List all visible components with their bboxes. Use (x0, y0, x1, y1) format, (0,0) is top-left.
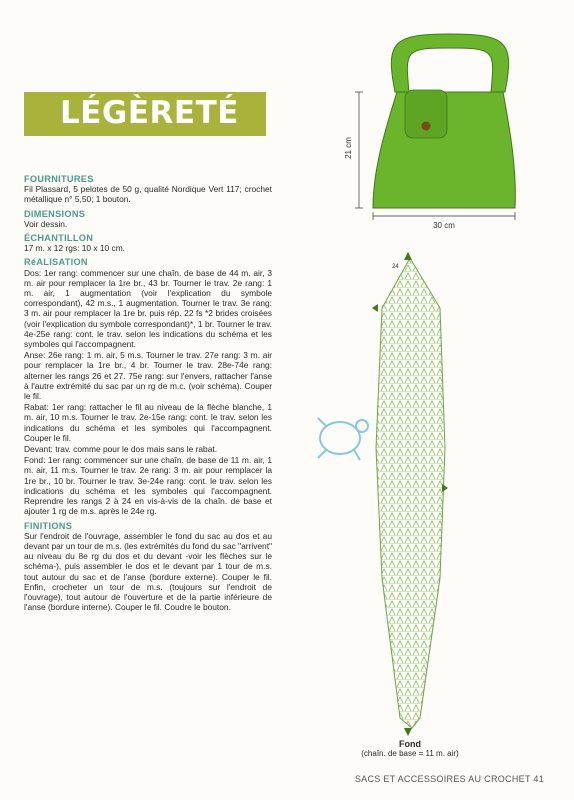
bottom-arrow (404, 728, 412, 736)
row-label: 24 (392, 264, 399, 270)
fond-subcaption: (chaîn. de base = 11 m. air) (361, 749, 459, 758)
fond-caption (350, 740, 470, 758)
bag-flap (405, 90, 447, 138)
bag-diagram (345, 20, 555, 230)
fond-shape (376, 258, 445, 728)
top-arrow (404, 252, 412, 260)
instructions-column (24, 174, 272, 613)
section-paragraph: 17 m. x 12 rgs: 10 x 10 cm. (24, 243, 126, 254)
bag-handle (391, 34, 508, 92)
left-arrow (372, 304, 378, 312)
section-paragraph: Fil Plassard, 5 pelotes de 50 g, qualité Nordique Vert 117; crochet métallique n° 5,50; 1 bouton. (24, 184, 272, 205)
section-paragraph: Rabat: 1er rang: rattacher le fil au niveau de la flèche blanche, 1 m. air, 10 m.s. Tourner le trav. 2e-15e rang: cont. le trav. selon les indications du schéma et les symboles qui l'accompagnent. Couper le fil. (24, 402, 272, 443)
fond-title: Fond (399, 739, 421, 749)
section-heading: RéALISATION (24, 257, 88, 268)
bag-button (422, 122, 431, 131)
section-paragraph: Anse: 26e rang: 1 m. air, 5 m.s. Tourner le trav. 27e rang: 3 m. air pour remplacer la 1re br., 4 br. Tourner le trav. 28e-74e rang: alterner les rangs 26 et 27. 75e rang: sur l'envers, rattacher l'anse à l'autre extrémité du sac par un rg de m.c. (voir schéma). Couper le fil. (24, 350, 272, 402)
section-paragraph: Voir dessin. (24, 218, 68, 229)
fond-diagram (300, 248, 560, 768)
height-label: 21 cm (344, 137, 353, 159)
page-title: LÉGÈRETÉ (60, 95, 239, 131)
section-paragraph: Fond: 1er rang: commencer sur une chaîn. de base de 11 m. air, 1 m. air, 11 m.s. Tourner le trav. 2e rang: 3 m. air pour remplacer la 1re br., 10 br. Tourner le trav. 3e-24e rang: cont. le trav. selon les indications du schéma et les symboles qui l'accompagnent. Reprendre les rangs 2 à 24 en vis-à-vis de la chaîn. de base et ajouter 1 rg de m.s. après le 24e rg. (24, 455, 272, 517)
right-arrow (442, 484, 448, 492)
section-paragraph: Sur l'endroit de l'ouvrage, assembler le fond du sac au dos et au devant par un tour de m.s. (les extrémités du fond du sac "arrivent" au niveau du 8e rg du dos et du devant -voir les flèches sur le schéma-), puis assembler le dos et le devant par 1 tour de m.s. tout autour du sac et de l'anse (bordure externe). Couper le fil. Enfin, crocheter un tour de m.s. (toujours sur l'endroit de l'ouvrage), tout autour de l'ouverture et de la partie inférieure de l'anse (bordure interne). Couper le fil. Coudre le bouton. (24, 530, 273, 613)
width-label: 30 cm (433, 221, 455, 230)
page-footer: SACS ET ACCESSOIRES AU CROCHET 41 (354, 774, 544, 784)
section-heading: ÉCHANTILLON (24, 233, 94, 244)
section-paragraph: Dos: 1er rang: commencer sur une chaîn. de base de 44 m. air, 3 m. air pour remplacer la 1re br., 43 br. Tourner le trav. 2e rang: 1 m. air, 1 augmentation (voir l'explication du symbole correspondant), 42 m.s., 1 augmentation. Tourner le trav. 3e rang: 3 m. air pour remplacer la 1re br. puis rép. 22 fs *2 brides croisées (voir l'explication du symbole correspondant)*, 1 br. Tourner le trav. 4e-25e rang: cont. le trav. selon les indications du schéma et les symboles qui l'accompagnent. (24, 267, 272, 350)
turtle-logo (318, 418, 368, 460)
section-heading: FINITIONS (24, 520, 73, 531)
section-heading: DIMENSIONS (24, 208, 86, 219)
section-paragraph: Devant: trav. comme pour le dos mais sans le rabat. (24, 444, 218, 455)
section-heading: FOURNITURES (24, 174, 94, 184)
title-banner (24, 92, 266, 136)
